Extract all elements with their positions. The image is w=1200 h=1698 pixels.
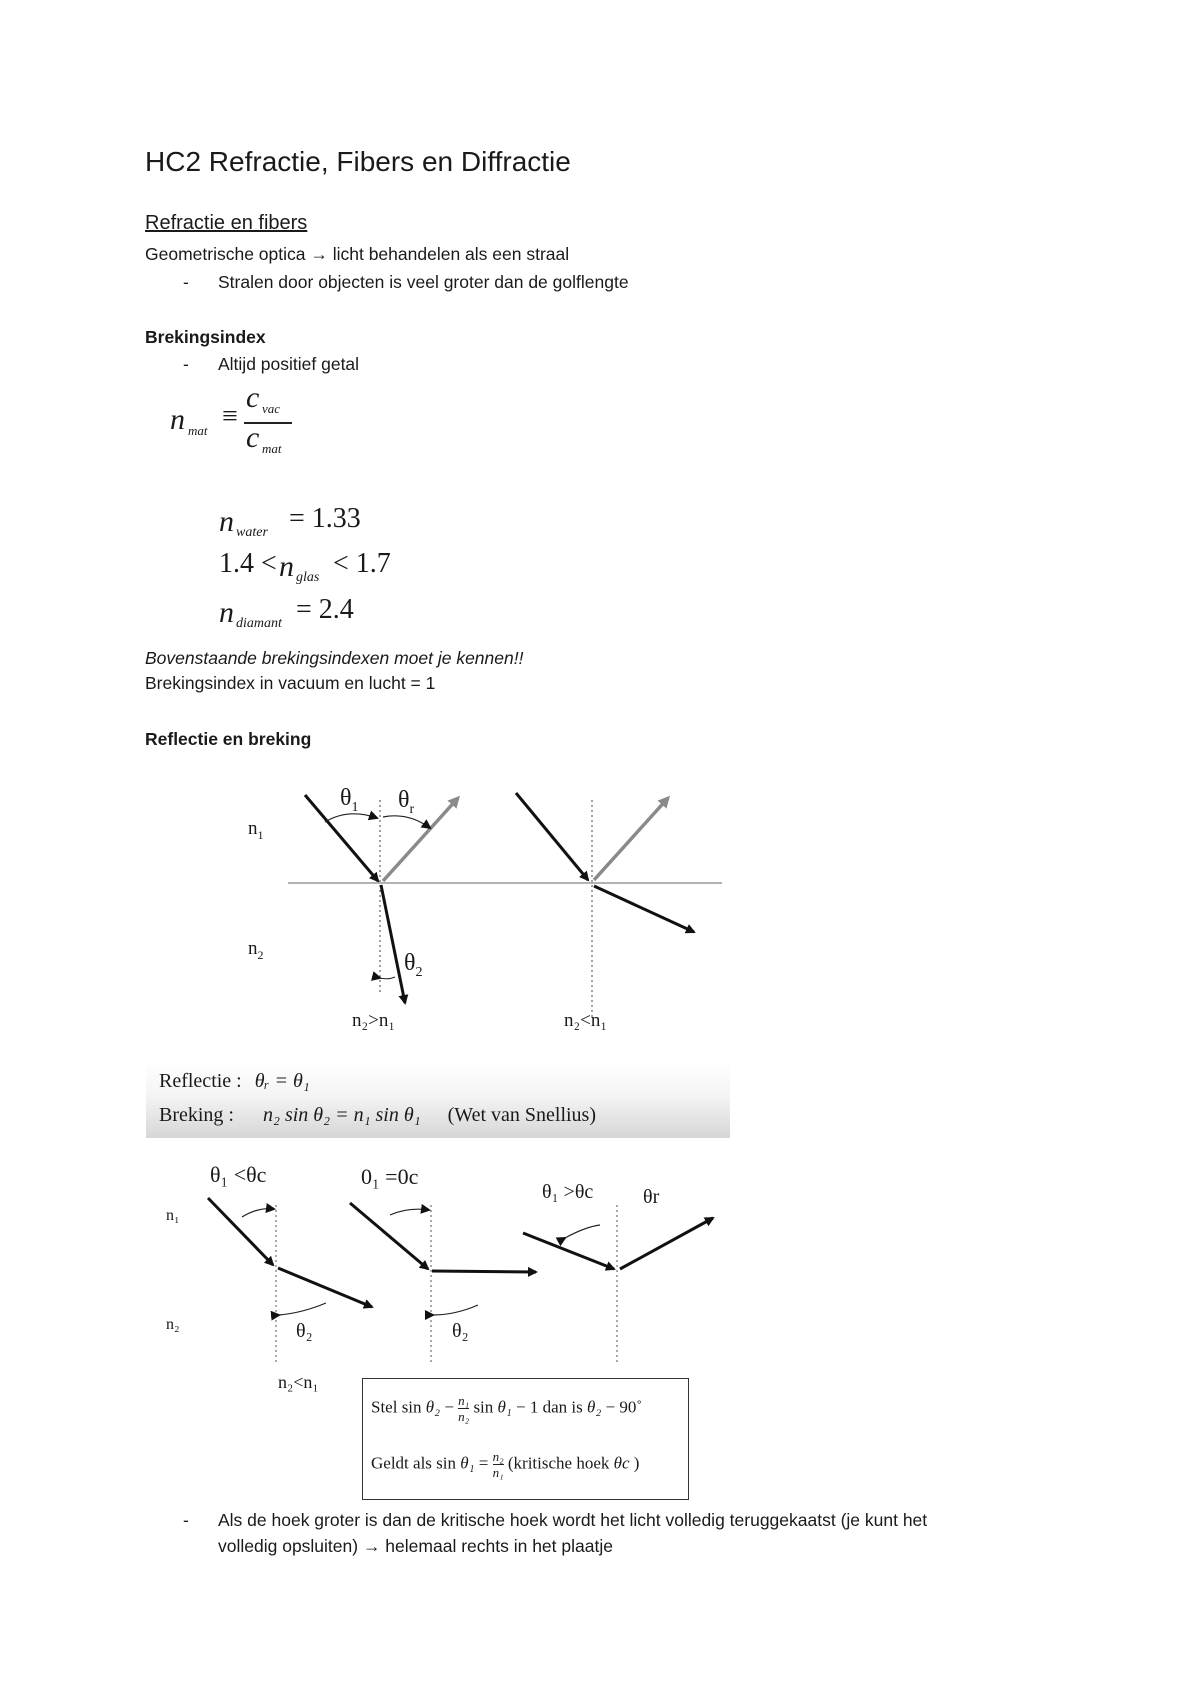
arc-2-bottom — [433, 1305, 478, 1315]
eq-diamant-n: n — [219, 596, 234, 629]
bullet-dash: - — [183, 272, 189, 292]
n1-label — [248, 818, 264, 843]
box-l1-theta2b: θ₂ — [587, 1397, 602, 1417]
eq-water-sub: water — [236, 525, 268, 540]
n1-label-2: n₁ — [166, 1207, 180, 1224]
box-line-2 — [371, 1449, 639, 1480]
refracted-ray-2 — [432, 1271, 536, 1272]
box-l2-theta-c: θc — [613, 1453, 630, 1473]
theta1-text: θ — [340, 785, 352, 811]
box-l2-frac-den: n₁ — [492, 1465, 504, 1480]
box-l1-frac-num: n₁ — [458, 1393, 470, 1408]
eq-diamant-val: = 2.4 — [296, 594, 354, 625]
theta2-arc — [380, 977, 395, 979]
theta2-label — [404, 950, 423, 981]
bullet-dash: - — [183, 1510, 189, 1530]
geom-bullet: Stralen door objecten is veel groter dan de golflengte — [218, 272, 629, 292]
eq-diamant-sub: diamant — [236, 616, 282, 631]
case-label-2: n₂<n₁ — [278, 1372, 319, 1392]
reflectie-formula: θᵣ = θ₁ — [254, 1070, 310, 1092]
formula-equiv: ≡ — [222, 401, 238, 432]
eq-diamant — [219, 596, 419, 636]
incident-ray-3 — [523, 1233, 614, 1269]
thetar-sub: r — [409, 801, 415, 817]
box-l2-d: ) — [633, 1453, 640, 1473]
box-l1-b: − — [444, 1397, 454, 1417]
box-l1-e: − 90˚ — [605, 1397, 643, 1417]
cond-left: θ₁ <θc — [210, 1162, 267, 1187]
thetar2-label: θr — [643, 1186, 660, 1208]
eq-water — [219, 505, 419, 545]
cond-right: θ₁ >θc — [542, 1181, 594, 1203]
eq-glas — [219, 550, 419, 590]
box-l1-a: Stel sin — [371, 1397, 422, 1417]
box-l2-frac-num: n₂ — [492, 1449, 504, 1464]
box-line-1 — [371, 1393, 642, 1424]
arc-3 — [565, 1225, 600, 1238]
brekingsindex-bullet: Altijd positief getal — [218, 354, 360, 374]
breking-law — [159, 1104, 596, 1127]
box-l2-frac — [493, 1449, 504, 1480]
reflected-ray-right — [594, 798, 668, 880]
reflectie-label: Reflectie : — [159, 1070, 242, 1092]
breking-formula: n₂ sin θ₂ = n₁ sin θ₁ — [263, 1104, 421, 1126]
eq-glas-right: < 1.7 — [333, 548, 391, 579]
eq-water-val: = 1.33 — [289, 503, 361, 534]
refracted-ray-left — [381, 885, 405, 1003]
box-l1-frac-den: n₂ — [458, 1409, 470, 1424]
box-l1-c: sin — [473, 1397, 494, 1417]
eq-glas-left: 1.4 < — [219, 548, 277, 579]
breking-name: (Wet van Snellius) — [447, 1104, 596, 1126]
formula-num-sub: vac — [262, 401, 281, 416]
reflectie-law — [159, 1070, 310, 1093]
thetar-text: θ — [398, 787, 410, 813]
refracted-ray-right — [594, 886, 694, 932]
final-bullet-line-1: Als de hoek groter is dan de kritische hoek wordt het licht volledig teruggekaatst (je kunt het — [218, 1510, 928, 1530]
theta1-sub: 1 — [351, 799, 359, 815]
final-bullet-line-2: volledig opsluiten) → helemaal rechts in het plaatje — [218, 1536, 613, 1556]
box-l2-c: (kritische hoek — [507, 1453, 610, 1473]
arc-1-top — [242, 1209, 274, 1217]
n2-label — [248, 938, 264, 963]
box-l1-frac — [458, 1393, 469, 1424]
theta2-left-label: θ₂ — [296, 1320, 313, 1342]
geom-optics-line: Geometrische optica → licht behandelen als een straal — [145, 244, 570, 264]
italic-note: Bovenstaande brekingsindexen moet je kennen!! — [145, 648, 524, 668]
incident-ray-1 — [208, 1198, 273, 1265]
n2-sub: 2 — [257, 947, 264, 962]
refracted-ray-1 — [278, 1268, 372, 1307]
case-label-left: n₂>n₁ — [352, 1010, 395, 1031]
n2-text: n — [248, 938, 258, 959]
cond-mid: 0₁ =0c — [361, 1164, 419, 1189]
formula-nmat — [170, 381, 320, 460]
critical-angle-box — [362, 1378, 689, 1500]
eq-water-n: n — [219, 505, 234, 538]
box-l2-theta: θ₁ — [460, 1453, 475, 1473]
vacuum-line: Brekingsindex in vacuum en lucht = 1 — [145, 673, 436, 693]
formula-den-sub: mat — [262, 441, 282, 456]
eq-glas-sub: glas — [296, 570, 320, 585]
incident-ray-right — [516, 793, 588, 880]
formula-n: n — [170, 403, 185, 436]
box-l1-theta: θ₂ — [425, 1397, 441, 1417]
box-l1-theta1: θ₁ — [497, 1397, 512, 1417]
section-heading-refractie: Refractie en fibers — [145, 212, 308, 234]
box-l2-a: Geldt als sin — [371, 1453, 456, 1473]
arc-1-bottom — [279, 1303, 326, 1315]
formula-num: c — [246, 381, 260, 414]
breking-label: Breking : — [159, 1104, 234, 1126]
reflected-ray-left — [383, 798, 458, 881]
refraction-diagram — [230, 770, 750, 1040]
case-label-right: n₂<n₁ — [564, 1010, 607, 1031]
formula-den: c — [246, 421, 260, 454]
formula-n-sub: mat — [188, 423, 208, 438]
theta2-mid-label: θ₂ — [452, 1320, 469, 1342]
theta2-text: θ — [404, 950, 416, 976]
page-title: HC2 Refractie, Fibers en Diffractie — [145, 146, 571, 177]
arc-2-top — [390, 1209, 429, 1215]
box-l1-d: − 1 dan is — [516, 1397, 583, 1417]
n2-label-2: n₂ — [166, 1316, 180, 1333]
theta1-label — [340, 785, 359, 816]
theta2-sub: 2 — [415, 964, 423, 980]
eq-glas-n: n — [279, 550, 294, 583]
section-heading-brekingsindex: Brekingsindex — [145, 327, 266, 347]
incident-ray-2 — [350, 1203, 428, 1269]
n1-sub: 1 — [257, 827, 264, 842]
box-l2-b: = — [478, 1453, 489, 1473]
reflected-ray-3 — [620, 1218, 713, 1269]
section-heading-reflectie: Reflectie en breking — [145, 729, 312, 749]
n1-text: n — [248, 818, 258, 839]
bullet-dash: - — [183, 354, 189, 374]
thetar-label — [398, 787, 414, 818]
